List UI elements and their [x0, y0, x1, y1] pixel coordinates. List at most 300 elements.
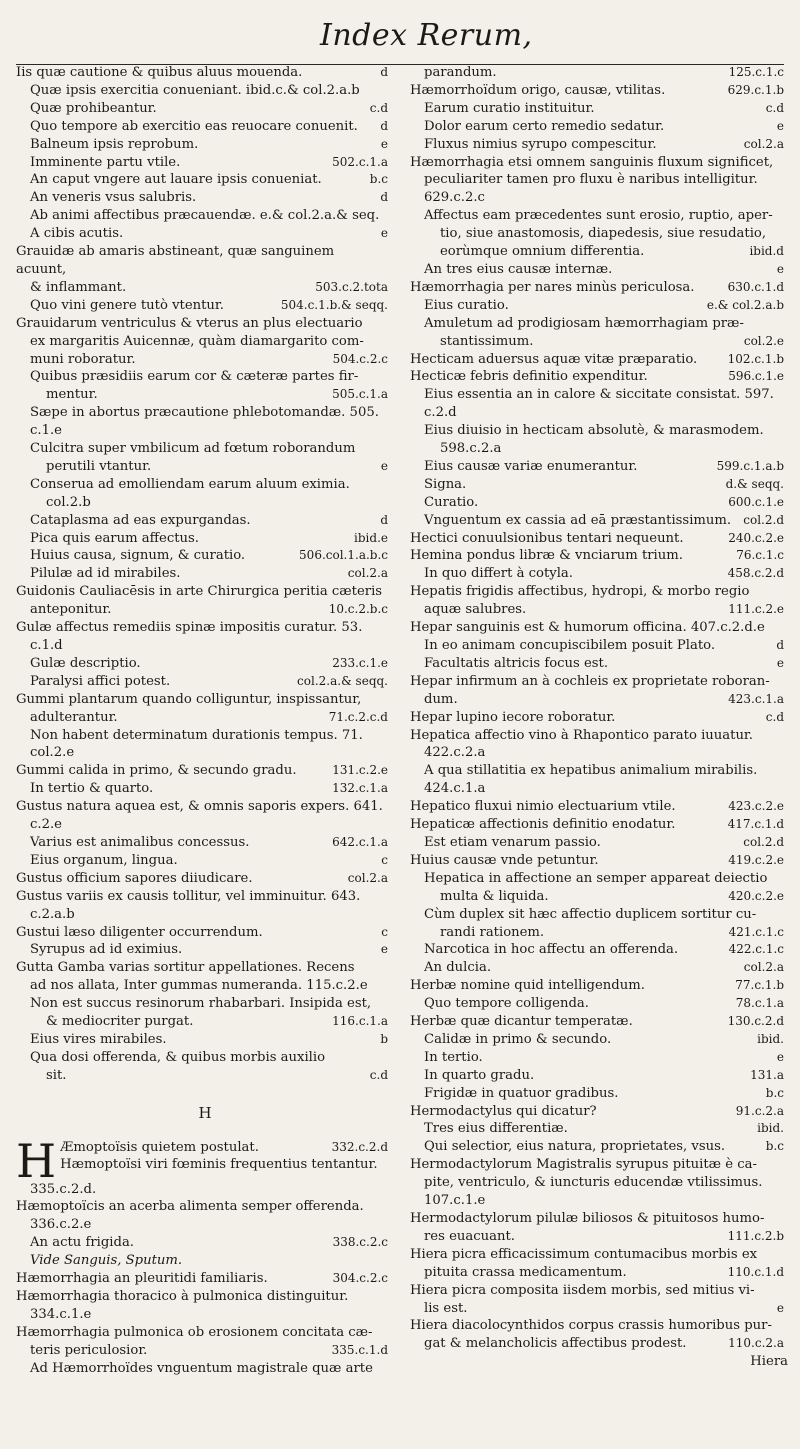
- entry-text: Eius causæ variæ enumerantur.: [424, 458, 638, 474]
- index-entry: [410, 798, 790, 816]
- entry-ref: e: [380, 942, 388, 957]
- entry-text: Calidæ in primo & secundo.: [424, 1031, 612, 1047]
- entry-ref: 506.col.1.a.b.c: [299, 548, 388, 563]
- index-entry: [410, 154, 790, 172]
- index-entry: [410, 870, 790, 888]
- entry-ref: 10.c.2.b.c: [328, 602, 388, 617]
- entry-text: Sæpe in abortus præcautione phlebotomandæ. 505.: [30, 405, 379, 421]
- index-entry: [16, 189, 394, 207]
- entry-text: Facultatis altricis focus est.: [424, 655, 609, 671]
- entry-text: c.2.a.b: [30, 906, 75, 922]
- index-entry: [16, 1156, 394, 1174]
- entry-text: Hepatis frigidis affectibus, hydropi, & morbo regio: [410, 584, 750, 600]
- entry-text: Curatio.: [424, 494, 479, 510]
- entry-ref: col.2.a.& seqq.: [297, 673, 388, 688]
- entry-text: sit.: [46, 1067, 67, 1083]
- entry-ref: col.2.d: [743, 512, 784, 527]
- index-entry: [16, 1288, 394, 1306]
- entry-ref: e: [776, 118, 784, 133]
- entry-ref: 630.c.1.d: [727, 279, 784, 294]
- entry-ref: col.2.a: [743, 960, 784, 975]
- index-entry: [16, 1252, 394, 1270]
- entry-text: Gustus natura aquea est, & omnis saporis expers. 641.: [16, 799, 383, 815]
- left-column: [16, 64, 394, 1378]
- entry-text: & inflammant.: [30, 279, 127, 295]
- entry-text: col.2.b: [46, 494, 91, 510]
- index-entry: [16, 530, 394, 548]
- index-entry: [410, 1156, 790, 1174]
- entry-ref: c: [381, 852, 388, 867]
- entry-text: adulterantur.: [30, 709, 118, 725]
- index-entry: [16, 207, 394, 225]
- entry-text: In tertio.: [424, 1049, 483, 1065]
- entry-text: Hecticam aduersus aquæ vitæ præparatio.: [410, 351, 698, 367]
- index-entry: [16, 601, 394, 619]
- entry-text: In tertio & quarto.: [30, 781, 154, 797]
- index-entry: [16, 279, 394, 297]
- entry-ref: e: [380, 136, 388, 151]
- entry-text: Hepaticæ affectionis definitio enodatur.: [410, 817, 676, 833]
- entry-ref: c.d: [369, 100, 388, 115]
- entry-text: Hæmorrhagia pulmonica ob erosionem concitata cæ-: [16, 1324, 373, 1340]
- index-entry: [16, 709, 394, 727]
- index-entry: [16, 494, 394, 512]
- page-title: Index Rerum,: [320, 18, 533, 53]
- index-entry: [410, 261, 790, 279]
- entry-ref: 77.c.1.b: [735, 978, 784, 993]
- entry-text: lis est.: [424, 1300, 468, 1316]
- entry-ref: 642.c.1.a: [332, 834, 388, 849]
- entry-text: Affectus eam præcedentes sunt erosio, ruptio, aper-: [424, 208, 773, 224]
- index-entry: [410, 1120, 790, 1138]
- entry-text: Hectici conuulsionibus tentari nequeunt.: [410, 530, 684, 546]
- index-entry: [410, 1138, 790, 1156]
- index-entry: [410, 279, 790, 297]
- entry-text: Vnguentum ex cassia ad eā præstantissimum.: [424, 512, 732, 528]
- index-entry: [410, 440, 790, 458]
- entry-text: Syrupus ad id eximius.: [30, 942, 183, 958]
- entry-text: Quibus præsidiis earum cor & cæteræ partes fir-: [30, 369, 359, 385]
- dropcap-entry: [16, 1133, 394, 1188]
- entry-text: Est etiam venarum passio.: [424, 834, 601, 850]
- catchword: Hiera: [750, 1354, 788, 1370]
- index-entry: [410, 673, 790, 691]
- entry-text: stantissimum.: [440, 333, 534, 349]
- entry-text: tio, siue anastomosis, diapedesis, siue resudatio,: [440, 226, 767, 242]
- entry-text: Signa.: [424, 476, 467, 492]
- index-entry: [410, 64, 790, 82]
- index-entry: [16, 351, 394, 369]
- entry-text: Huius causa, signum, & curatio.: [30, 548, 246, 564]
- entry-ref: 421.c.1.c: [728, 924, 784, 939]
- index-entry: [16, 619, 394, 637]
- index-entry: [16, 870, 394, 888]
- entry-text: Hiera picra composita iisdem morbis, sed mitius vi-: [410, 1282, 755, 1298]
- entry-ref: 102.c.1.b: [727, 351, 784, 366]
- entry-text: Conserua ad emolliendam earum aluum eximia.: [30, 476, 350, 492]
- entry-text: ex margaritis Auicennæ, quàm diamargarito com-: [30, 333, 364, 349]
- entry-text: Gummi calida in primo, & secundo gradu.: [16, 763, 297, 779]
- entry-text: Eius organum, lingua.: [30, 852, 178, 868]
- entry-text: parandum.: [424, 65, 497, 80]
- index-entry: [16, 100, 394, 118]
- entry-text: 422.c.2.a: [424, 745, 486, 761]
- entry-text: Hæmoptoïcis an acerba alimenta semper offerenda.: [16, 1199, 364, 1215]
- entry-ref: e: [776, 1300, 784, 1315]
- index-entry: [410, 995, 790, 1013]
- index-entry: [16, 1198, 394, 1216]
- index-entry: [16, 1013, 394, 1031]
- entry-text: Pica quis earum affectus.: [30, 530, 199, 546]
- entry-text: dum.: [424, 691, 458, 707]
- index-entry: [410, 941, 790, 959]
- index-entry: [16, 1342, 394, 1360]
- entry-ref: ibid.: [757, 1121, 784, 1136]
- index-entry: [16, 1216, 394, 1234]
- entry-ref: 502.c.1.a: [332, 154, 388, 169]
- entry-ref: 504.c.2.c: [332, 351, 388, 366]
- entry-text: Eius vires mirabiles.: [30, 1031, 167, 1047]
- entry-ref: 505.c.1.a: [332, 387, 388, 402]
- index-entry: [410, 189, 790, 207]
- index-entry: [16, 1270, 394, 1288]
- catchword-row: [410, 1353, 790, 1371]
- index-entry: [16, 691, 394, 709]
- entry-ref: 91.c.2.a: [735, 1103, 784, 1118]
- entry-ref: 596.c.1.e: [728, 369, 784, 384]
- entry-ref: 419.c.2.e: [728, 852, 784, 867]
- index-entry: [16, 852, 394, 870]
- entry-text: Gutta Gamba varias sortitur appellationes. Recens: [16, 960, 355, 976]
- index-entry: [16, 333, 394, 351]
- entry-ref: 131.c.2.e: [332, 763, 388, 778]
- index-entry: [410, 762, 790, 780]
- entry-text: Qua dosi offerenda, & quibus morbis auxilio: [30, 1049, 326, 1065]
- entry-ref: 420.c.2.e: [728, 888, 784, 903]
- entry-ref: col.2.a: [743, 136, 784, 151]
- entry-ref: 233.c.1.e: [332, 655, 388, 670]
- entry-ref: c.d: [765, 100, 784, 115]
- index-entry: [410, 243, 790, 261]
- entry-ref: b.c: [369, 172, 388, 187]
- index-entry: [410, 368, 790, 386]
- entry-ref: 423.c.2.e: [728, 799, 784, 814]
- entry-text: Frigidæ in quatuor gradibus.: [424, 1085, 619, 1101]
- entry-text: Hæmorrhagia thoracico à pulmonica distinguitur.: [16, 1289, 349, 1304]
- index-entry: [410, 297, 790, 315]
- entry-text: c.2.e: [30, 817, 62, 833]
- entry-ref: 629.c.1.b: [727, 82, 784, 97]
- index-entry: [410, 816, 790, 834]
- entry-text: Paralysi affici potest.: [30, 673, 171, 689]
- index-entry: [16, 440, 394, 458]
- index-entry: [410, 1103, 790, 1121]
- index-entry: [16, 422, 394, 440]
- entry-ref: 338.c.2.c: [332, 1235, 388, 1250]
- index-entry: [410, 1317, 790, 1335]
- entry-ref: 130.c.2.d: [727, 1014, 784, 1029]
- index-entry: [16, 959, 394, 977]
- index-entry: [16, 64, 394, 82]
- entry-text: Quo vini genere tutò vtentur.: [30, 297, 224, 313]
- index-entry: [16, 136, 394, 154]
- index-entry: [410, 136, 790, 154]
- index-entry: [410, 118, 790, 136]
- index-entry: [16, 655, 394, 673]
- entry-ref: d: [380, 118, 388, 133]
- entry-text: An actu frigida.: [30, 1235, 134, 1251]
- entry-ref: col.2.d: [743, 834, 784, 849]
- entry-text: Eius essentia an in calore & siccitate consistat. 597.: [424, 387, 774, 403]
- entry-text: Ad Hæmorrhoïdes vnguentum magistrale quæ arte: [30, 1360, 373, 1376]
- entry-text: Ab animi affectibus præcauendæ. e.& col.2.a.& seq.: [30, 208, 380, 224]
- entry-ref: e: [776, 1049, 784, 1064]
- index-entry: [16, 458, 394, 476]
- index-entry: [16, 82, 394, 100]
- index-entry: [16, 297, 394, 315]
- entry-ref: 417.c.1.d: [727, 817, 784, 832]
- index-entry: [16, 476, 394, 494]
- entry-text: A qua stillatitia ex hepatibus animalium mirabilis.: [424, 763, 758, 779]
- index-entry: [16, 118, 394, 136]
- entry-ref: 503.c.2.tota: [315, 279, 388, 294]
- index-entry: [16, 744, 394, 762]
- entry-ref: 458.c.2.d: [727, 566, 784, 581]
- index-entry: [410, 709, 790, 727]
- entry-ref: 599.c.1.a.b: [716, 458, 784, 473]
- index-entry: [410, 404, 790, 422]
- entry-ref: ibid.d: [749, 244, 784, 259]
- entry-text: An tres eius causæ internæ.: [424, 261, 613, 277]
- index-entry: [16, 386, 394, 404]
- index-entry: [16, 727, 394, 745]
- index-entry: [410, 744, 790, 762]
- index-entry: [410, 1300, 790, 1318]
- entry-ref: 125.c.1.c: [728, 65, 784, 79]
- entry-text: res euacuant.: [424, 1228, 515, 1244]
- entry-ref: 423.c.1.a: [728, 691, 784, 706]
- entry-text: Culcitra super vmbilicum ad fœtum roborandum: [30, 441, 356, 457]
- entry-ref: 78.c.1.a: [735, 996, 784, 1011]
- entry-text: Hemina pondus libræ & vnciarum trium.: [410, 548, 683, 564]
- entry-text: perutili vtantur.: [46, 458, 152, 474]
- entry-text: Cataplasma ad eas expurgandas.: [30, 512, 251, 528]
- entry-text: c.2.d: [424, 405, 457, 421]
- index-entry: [16, 941, 394, 959]
- index-entry: [410, 1282, 790, 1300]
- index-entry: [410, 315, 790, 333]
- entry-text: Tres eius differentiæ.: [424, 1121, 568, 1137]
- index-entry: [16, 171, 394, 189]
- entry-text: Grauidarum ventriculus & vterus an plus electuario: [16, 315, 363, 331]
- index-entry: [410, 1013, 790, 1031]
- index-entry: [16, 1181, 394, 1199]
- index-entry: [16, 1360, 394, 1378]
- index-entry: [16, 404, 394, 422]
- index-entry: [16, 995, 394, 1013]
- entry-text: Hepar infirmum an à cochleis ex proprietate roboran-: [410, 673, 770, 689]
- entry-ref: 332.c.2.d: [331, 1139, 388, 1154]
- entry-text: In quo differt à cotyla.: [424, 566, 573, 582]
- entry-text: ad nos allata, Inter gummas numeranda. 115.c.2.e: [30, 978, 368, 994]
- index-entry: [16, 243, 394, 279]
- entry-text: Huius causæ vnde petuntur.: [410, 852, 599, 868]
- entry-text: mentur.: [46, 387, 98, 403]
- entry-text: 336.c.2.e: [30, 1217, 92, 1233]
- index-entry: [410, 333, 790, 351]
- entry-ref: ibid.e: [354, 530, 388, 545]
- entry-ref: e.& col.2.a.b: [706, 297, 784, 312]
- entry-text: 334.c.1.e: [30, 1306, 92, 1322]
- entry-text: 335.c.2.d.: [30, 1181, 97, 1197]
- entry-text: Hæmoptoïsi viri fœminis frequentius tentantur.: [60, 1157, 378, 1173]
- right-entries: [410, 64, 790, 1353]
- entry-text: Earum curatio instituitur.: [424, 100, 595, 116]
- entry-ref: 110.c.2.a: [728, 1336, 784, 1351]
- entry-text: An dulcia.: [424, 960, 492, 976]
- entry-ref: 76.c.1.c: [736, 548, 784, 563]
- entry-ref: col.2.a: [347, 870, 388, 885]
- index-entry: [410, 386, 790, 404]
- entry-text: Vide Sanguis, Sputum.: [30, 1253, 183, 1269]
- entry-text: aquæ salubres.: [424, 602, 527, 618]
- index-entry: [410, 1049, 790, 1067]
- entry-text: Eius curatio.: [424, 297, 509, 313]
- index-entry: [410, 601, 790, 619]
- index-entry: [410, 1335, 790, 1353]
- index-entry: [410, 852, 790, 870]
- index-entry: [410, 906, 790, 924]
- entry-text: Gustui læso diligenter occurrendum.: [16, 924, 263, 940]
- entry-text: Non est succus resinorum rhabarbari. Insipida est,: [30, 996, 372, 1012]
- entry-ref: 131.a: [750, 1067, 784, 1082]
- entry-ref: b.c: [765, 1085, 784, 1100]
- entry-ref: d: [380, 65, 388, 79]
- index-entry: [16, 1139, 394, 1157]
- entry-text: Gummi plantarum quando colliguntur, inspissantur,: [16, 691, 362, 707]
- index-entry: [410, 422, 790, 440]
- index-entry: [16, 816, 394, 834]
- entry-ref: d: [776, 638, 784, 652]
- index-entry: [16, 512, 394, 530]
- entry-text: Dolor earum certo remedio sedatur.: [424, 118, 665, 134]
- index-entry: [16, 368, 394, 386]
- entry-text: Hepatica affectio vino à Rhapontico parato iuuatur.: [410, 727, 753, 743]
- entry-text: In quarto gradu.: [424, 1067, 535, 1083]
- entry-text: Hiera picra efficacissimum contumacibus morbis ex: [410, 1246, 758, 1262]
- index-entry: [410, 780, 790, 798]
- entry-text: 629.c.2.c: [424, 190, 485, 206]
- index-entry: [16, 583, 394, 601]
- index-entry: [410, 655, 790, 673]
- entry-ref: ibid.: [757, 1031, 784, 1046]
- entry-text: Qui selectior, eius natura, proprietates, vsus.: [424, 1139, 726, 1155]
- entry-ref: e: [380, 226, 388, 241]
- index-entry: [410, 1228, 790, 1246]
- index-entry: [410, 1210, 790, 1228]
- entry-text: & mediocriter purgat.: [46, 1014, 194, 1030]
- entry-text: Æmoptoïsis quietem postulat.: [60, 1139, 259, 1155]
- entry-ref: e: [380, 458, 388, 473]
- index-entry: [410, 171, 790, 189]
- index-entry: [16, 1067, 394, 1085]
- entry-text: Balneum ipsis reprobum.: [30, 136, 199, 152]
- entry-ref: d: [380, 512, 388, 527]
- entry-text: Guidonis Cauliacēsis in arte Chirurgica peritia cæteris: [16, 584, 383, 600]
- entry-text: An veneris vsus salubris.: [30, 190, 197, 206]
- entry-text: Hermodactylus qui dicatur?: [410, 1103, 597, 1119]
- index-entry: [16, 888, 394, 906]
- index-entry: [16, 1031, 394, 1049]
- entry-ref: col.2.a: [347, 566, 388, 581]
- index-entry: [410, 1067, 790, 1085]
- entry-text: randi rationem.: [440, 924, 545, 940]
- index-entry: [410, 1264, 790, 1282]
- entry-ref: 335.c.1.d: [331, 1342, 388, 1357]
- entry-ref: e: [776, 655, 784, 670]
- right-column: [410, 64, 790, 1371]
- entry-text: pituita crassa medicamentum.: [424, 1264, 627, 1280]
- index-entry: [410, 547, 790, 565]
- index-entry: [410, 476, 790, 494]
- entry-ref: d.& seqq.: [725, 476, 784, 491]
- entry-text: Quæ prohibeantur.: [30, 100, 157, 116]
- entry-text: Hæmorrhagia etsi omnem sanguinis fluxum significet,: [410, 154, 774, 170]
- index-entry: [410, 637, 790, 655]
- entry-text: Quo tempore ab exercitio eas reuocare conuenit.: [30, 118, 358, 134]
- entry-text: peculiariter tamen pro fluxu è naribus intelligitur.: [424, 172, 758, 188]
- entry-text: Narcotica in hoc affectu an offerenda.: [424, 942, 679, 958]
- index-entry: [410, 583, 790, 601]
- entry-ref: d: [380, 190, 388, 205]
- index-entry: [16, 1234, 394, 1252]
- section-letter: H: [198, 1103, 212, 1122]
- index-entry: [410, 691, 790, 709]
- index-entry: [410, 82, 790, 100]
- entry-ref: 111.c.2.e: [728, 602, 784, 617]
- entry-text: Hæmorrhagia per nares minùs periculosa.: [410, 279, 695, 295]
- entry-text: eorùmque omnium differentia.: [440, 244, 645, 260]
- entry-ref: 71.c.2.c.d: [328, 709, 388, 724]
- entry-text: In eo animam concupiscibilem posuit Plato.: [424, 638, 716, 653]
- entry-ref: 304.c.2.c: [332, 1271, 388, 1286]
- entry-text: Imminente partu vtile.: [30, 154, 181, 170]
- entry-ref: 504.c.1.b.& seqq.: [280, 297, 388, 312]
- entry-text: anteponitur.: [30, 602, 112, 618]
- index-entry: [410, 530, 790, 548]
- entry-text: Grauidæ ab amaris abstineant, quæ sanguinem acuunt,: [16, 244, 335, 277]
- entry-text: Varius est animalibus concessus.: [30, 834, 250, 850]
- entry-text: 424.c.1.a: [424, 781, 486, 797]
- entry-text: 107.c.1.e: [424, 1193, 486, 1209]
- index-entry: [16, 673, 394, 691]
- entry-text: gat & melancholicis affectibus prodest.: [424, 1336, 687, 1352]
- entry-text: Eius diuisio in hecticam absolutè, & marasmodem.: [424, 423, 764, 439]
- entry-text: An caput vngere aut lauare ipsis conueniat.: [30, 172, 322, 188]
- index-entry: [410, 619, 790, 637]
- index-entry: [16, 924, 394, 942]
- index-entry: [16, 1049, 394, 1067]
- entry-text: Gulæ affectus remediis spinæ impositis curatur. 53.: [16, 620, 363, 636]
- entry-text: pite, ventriculo, & iuncturis educendæ vtilissimus.: [424, 1175, 763, 1191]
- entry-text: Gulæ descriptio.: [30, 655, 141, 671]
- index-entry: [410, 924, 790, 942]
- index-entry: [16, 637, 394, 655]
- entry-text: Hepatica in affectione an semper appareat deiectio: [424, 870, 768, 886]
- index-entry: [16, 798, 394, 816]
- entry-text: teris periculosior.: [30, 1342, 148, 1358]
- entry-ref: 111.c.2.b: [727, 1228, 784, 1243]
